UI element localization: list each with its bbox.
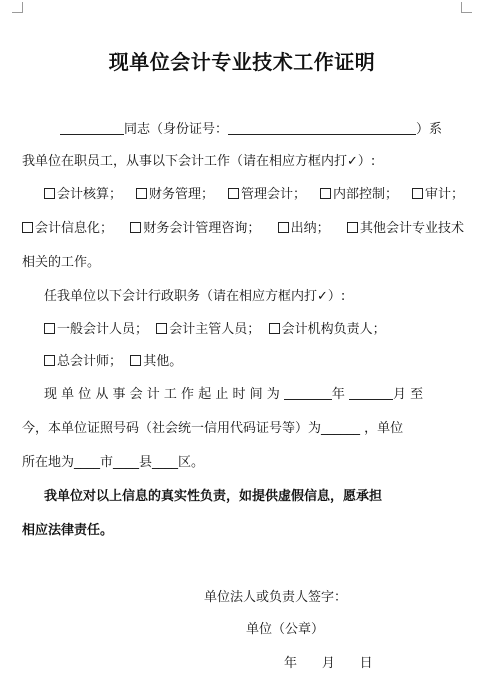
position-option-other[interactable]: 其他。 bbox=[130, 354, 182, 369]
month-blank[interactable] bbox=[349, 385, 393, 400]
checkbox-icon[interactable] bbox=[44, 323, 55, 334]
positions-row-1 bbox=[44, 320, 464, 340]
work-option-consulting[interactable]: 财务会计管理咨询； bbox=[130, 219, 260, 239]
start-time-line-3: 所在地为____市____县____区。 bbox=[22, 455, 205, 470]
document-title: 现单位会计专业技术工作证明 bbox=[108, 50, 376, 74]
positions-intro: 任我单位以下会计行政职务（请在相应方框内打✓）: bbox=[44, 289, 346, 304]
checkbox-icon[interactable] bbox=[278, 222, 289, 233]
intro-line bbox=[60, 120, 464, 140]
checkbox-icon[interactable] bbox=[44, 188, 55, 199]
work-types-row-3: 相关的工作。 bbox=[22, 255, 101, 270]
year-blank[interactable] bbox=[284, 385, 332, 400]
position-option-supervisor[interactable]: 会计主管人员； bbox=[156, 322, 260, 337]
page-corner-mark bbox=[461, 2, 472, 13]
work-option-audit[interactable]: 审计； bbox=[412, 185, 464, 205]
start-time-line bbox=[44, 385, 464, 405]
declaration-line-1: 我单位对以上信息的真实性负责，如提供虚假信息，愿承担 bbox=[44, 489, 383, 504]
work-option-accounting[interactable]: 会计核算； bbox=[44, 185, 122, 205]
checkbox-icon[interactable] bbox=[320, 188, 331, 199]
work-types-row-2 bbox=[22, 219, 464, 239]
start-time-year: 年 bbox=[331, 387, 345, 402]
work-option-informatization[interactable]: 会计信息化； bbox=[22, 219, 113, 239]
work-option-cashier[interactable]: 出纳； bbox=[278, 219, 330, 239]
work-option-management-accounting[interactable]: 管理会计； bbox=[228, 185, 306, 205]
checkbox-icon[interactable] bbox=[44, 355, 55, 366]
name-blank[interactable] bbox=[60, 120, 124, 135]
checkbox-icon[interactable] bbox=[130, 355, 141, 366]
start-time-prefix: 现 单 位 从 事 会 计 工 作 起 止 时 间 为 bbox=[44, 387, 280, 402]
date-month: 月 bbox=[321, 656, 335, 671]
legal-rep-signature-label: 单位法人或负责人签字： bbox=[204, 590, 348, 605]
checkbox-icon[interactable] bbox=[136, 188, 147, 199]
intro-line-2: 我单位在职员工，从事以下会计工作（请在相应方框内打✓）: bbox=[22, 154, 376, 169]
position-option-chief-accountant[interactable]: 总会计师； bbox=[44, 354, 122, 369]
work-option-other[interactable]: 其他会计专业技术 bbox=[347, 219, 464, 239]
checkbox-icon[interactable] bbox=[22, 222, 33, 233]
date-year: 年 bbox=[284, 656, 298, 671]
declaration-line-2: 相应法律责任。 bbox=[22, 523, 114, 538]
checkbox-icon[interactable] bbox=[228, 188, 239, 199]
page-corner-mark bbox=[12, 2, 23, 13]
checkbox-icon[interactable] bbox=[130, 222, 141, 233]
checkbox-icon[interactable] bbox=[412, 188, 423, 199]
checkbox-icon[interactable] bbox=[347, 222, 358, 233]
work-types-row-1 bbox=[44, 185, 464, 205]
start-time-line-2: 今，本单位证照号码（社会统一信用代码证号等）为______ ，单位 bbox=[22, 421, 404, 436]
checkbox-icon[interactable] bbox=[269, 323, 280, 334]
seal-label: 单位（公章） bbox=[246, 622, 325, 637]
intro-close-paren: ）系 bbox=[416, 122, 443, 137]
intro-colleague-text: 同志（身份证号： bbox=[124, 122, 229, 137]
position-option-general[interactable]: 一般会计人员； bbox=[44, 322, 148, 337]
positions-row-2 bbox=[44, 352, 464, 372]
checkbox-icon[interactable] bbox=[156, 323, 167, 334]
position-option-department-head[interactable]: 会计机构负责人； bbox=[269, 322, 386, 337]
id-number-blank[interactable] bbox=[228, 120, 416, 135]
date-day: 日 bbox=[359, 656, 373, 671]
signature-date bbox=[284, 654, 404, 674]
start-time-month: 月 至 bbox=[393, 387, 424, 402]
work-option-internal-control[interactable]: 内部控制； bbox=[320, 185, 398, 205]
work-option-financial-management[interactable]: 财务管理； bbox=[136, 185, 214, 205]
